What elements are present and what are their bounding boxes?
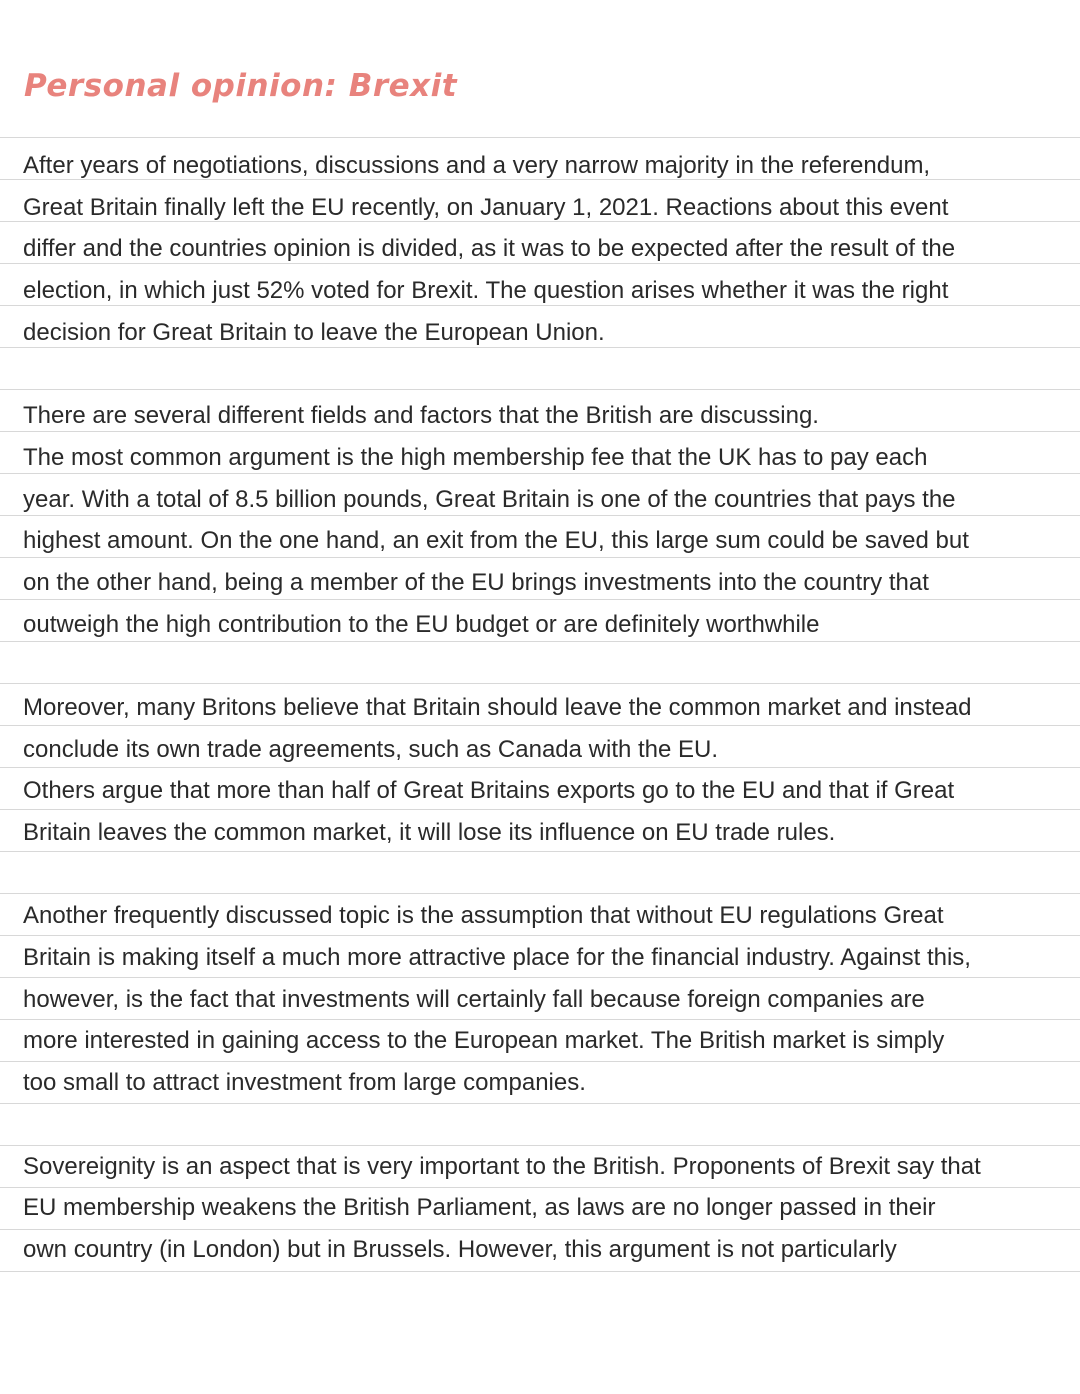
text-line: After years of negotiations, discussions and a very narrow majority in the referendum, [23, 152, 931, 179]
text-line: EU membership weakens the British Parliament, as laws are no longer passed in their [23, 1194, 936, 1222]
text-line: There are several different fields and factors that the British are discussing. [23, 402, 819, 430]
rule-line [0, 1271, 1080, 1272]
blank-line [23, 645, 1068, 687]
text-line: Britain leaves the common market, it will lose its influence on EU trade rules. [23, 819, 836, 846]
text-line: however, is the fact that investments will certainly fall because foreign companies are [23, 985, 925, 1013]
text-line: too small to attract investment from large companies. [23, 1069, 586, 1097]
text-line: more interested in gaining access to the European market. The British market is simply [23, 1027, 945, 1055]
blank-line [23, 854, 1068, 896]
text-line: Moreover, many Britons believe that Britain should leave the common market and instead [23, 693, 972, 721]
essay-body [23, 145, 1068, 1271]
text-line: decision for Great Britain to leave the European Union. [23, 318, 605, 346]
text-line: highest amount. On the one hand, an exit from the EU, this large sum could be saved but [23, 527, 969, 555]
text-line: differ and the countries opinion is divided, as it was to be expected after the result of the [23, 235, 956, 263]
text-line: election, in which just 52% voted for Brexit. The question arises whether it was the right [23, 277, 949, 305]
rule-line [0, 137, 1080, 138]
text-line: Britain is making itself a much more attractive place for the financial industry. Against this, [23, 944, 971, 972]
text-line: outweigh the high contribution to the EU budget or are definitely worthwhile [23, 610, 820, 638]
text-line: Others argue that more than half of Great Britains exports go to the EU and that if Great [23, 777, 955, 805]
text-line: Great Britain finally left the EU recently, on January 1, 2021. Reactions about this event [23, 193, 949, 221]
text-line: Another frequently discussed topic is the assumption that without EU regulations Great [23, 902, 944, 930]
page-title: Personal opinion: Brexit [24, 68, 458, 104]
text-line: on the other hand, being a member of the EU brings investments into the country that [23, 568, 929, 596]
text-line: The most common argument is the high membership fee that the UK has to pay each [23, 443, 928, 471]
text-line: Sovereignity is an aspect that is very important to the British. Proponents of Brexit say that [23, 1152, 981, 1180]
text-line: year. With a total of 8.5 billion pounds, Great Britain is one of the countries that pays the [23, 485, 956, 513]
text-line: conclude its own trade agreements, such as Canada with the EU. [23, 735, 719, 763]
blank-line [23, 1104, 1068, 1146]
text-line: own country (in London) but in Brussels. However, this argument is not particularly [23, 1235, 897, 1263]
blank-line [23, 353, 1068, 395]
